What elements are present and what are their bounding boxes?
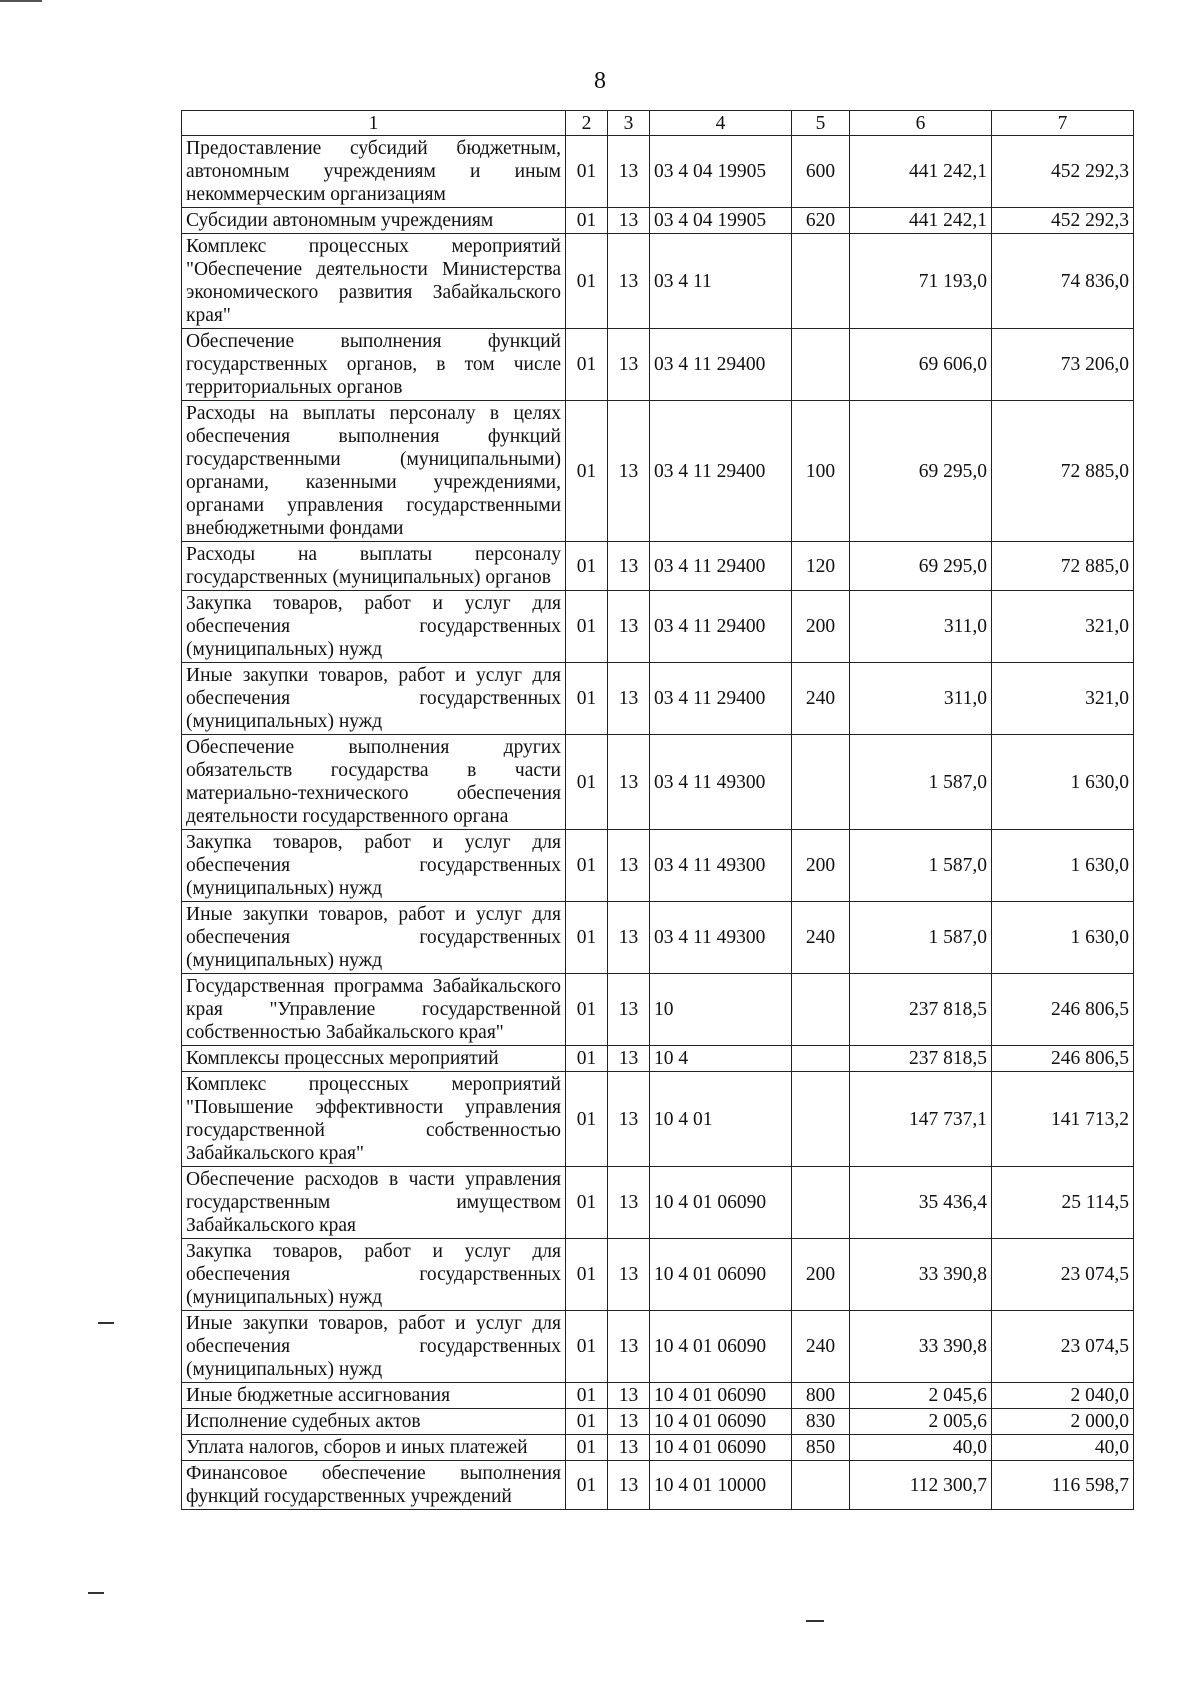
- row-c3-cell: 13: [608, 902, 650, 974]
- row-c3-cell: 13: [608, 542, 650, 591]
- row-c4-cell: 10 4 01 06090: [650, 1409, 792, 1435]
- row-c2-cell: 01: [566, 830, 608, 902]
- row-c7-cell: 246 806,5: [992, 1046, 1134, 1072]
- row-name-cell: Закупка товаров, работ и услуг для обеспечения государственных (муниципальных) нужд: [182, 591, 566, 663]
- header-col-7: 7: [992, 111, 1134, 136]
- row-c2-cell: 01: [566, 234, 608, 329]
- row-c3-cell: 13: [608, 1046, 650, 1072]
- table-row: [182, 234, 1134, 329]
- row-c6-cell: 69 295,0: [850, 401, 992, 542]
- row-c6-cell: 33 390,8: [850, 1239, 992, 1311]
- row-c2-cell: 01: [566, 591, 608, 663]
- row-c3-cell: 13: [608, 591, 650, 663]
- row-c5-cell: 120: [792, 542, 850, 591]
- row-c7-cell: 40,0: [992, 1435, 1134, 1461]
- row-c6-cell: 441 242,1: [850, 208, 992, 234]
- row-c2-cell: 01: [566, 902, 608, 974]
- row-c4-cell: 03 4 11 29400: [650, 591, 792, 663]
- row-name-cell: Иные бюджетные ассигнования: [182, 1383, 566, 1409]
- row-c3-cell: 13: [608, 1239, 650, 1311]
- table-row: [182, 1167, 1134, 1239]
- row-name-cell: Государственная программа Забайкальского края "Управление государственной собственностью Забайкальского края": [182, 974, 566, 1046]
- row-c7-cell: 23 074,5: [992, 1239, 1134, 1311]
- row-c2-cell: 01: [566, 735, 608, 830]
- row-c3-cell: 13: [608, 830, 650, 902]
- row-c3-cell: 13: [608, 1167, 650, 1239]
- row-c5-cell: 240: [792, 902, 850, 974]
- row-c6-cell: 311,0: [850, 591, 992, 663]
- row-c6-cell: 237 818,5: [850, 1046, 992, 1072]
- row-c2-cell: 01: [566, 329, 608, 401]
- row-c3-cell: 13: [608, 401, 650, 542]
- row-name-cell: Уплата налогов, сборов и иных платежей: [182, 1435, 566, 1461]
- row-c2-cell: 01: [566, 401, 608, 542]
- header-col-3: 3: [608, 111, 650, 136]
- table-row: [182, 1311, 1134, 1383]
- row-c2-cell: 01: [566, 1167, 608, 1239]
- row-c2-cell: 01: [566, 1046, 608, 1072]
- row-c6-cell: 40,0: [850, 1435, 992, 1461]
- row-name-cell: Финансовое обеспечение выполнения функций государственных учреждений: [182, 1461, 566, 1510]
- row-c3-cell: 13: [608, 1409, 650, 1435]
- row-c6-cell: 35 436,4: [850, 1167, 992, 1239]
- row-c4-cell: 10 4 01: [650, 1072, 792, 1167]
- row-c5-cell: 200: [792, 1239, 850, 1311]
- row-c7-cell: 452 292,3: [992, 136, 1134, 208]
- row-c3-cell: 13: [608, 234, 650, 329]
- row-c6-cell: 71 193,0: [850, 234, 992, 329]
- row-c5-cell: [792, 735, 850, 830]
- row-c6-cell: 2 045,6: [850, 1383, 992, 1409]
- table-row: [182, 136, 1134, 208]
- table-row: [182, 1072, 1134, 1167]
- row-c2-cell: 01: [566, 136, 608, 208]
- table-row: [182, 1409, 1134, 1435]
- row-c4-cell: 03 4 11 29400: [650, 542, 792, 591]
- row-c2-cell: 01: [566, 1435, 608, 1461]
- row-name-cell: Комплекс процессных мероприятий "Обеспечение деятельности Министерства экономического развития Забайкальского края": [182, 234, 566, 329]
- row-c4-cell: 10 4 01 10000: [650, 1461, 792, 1510]
- row-name-cell: Закупка товаров, работ и услуг для обеспечения государственных (муниципальных) нужд: [182, 830, 566, 902]
- row-c4-cell: 10 4 01 06090: [650, 1239, 792, 1311]
- row-c6-cell: 112 300,7: [850, 1461, 992, 1510]
- row-c6-cell: 147 737,1: [850, 1072, 992, 1167]
- row-c7-cell: 74 836,0: [992, 234, 1134, 329]
- row-c2-cell: 01: [566, 1409, 608, 1435]
- scan-mark: [0, 0, 42, 2]
- row-name-cell: Закупка товаров, работ и услуг для обеспечения государственных (муниципальных) нужд: [182, 1239, 566, 1311]
- row-c3-cell: 13: [608, 329, 650, 401]
- table-row: [182, 1046, 1134, 1072]
- row-c6-cell: 2 005,6: [850, 1409, 992, 1435]
- header-col-4: 4: [650, 111, 792, 136]
- row-c5-cell: 830: [792, 1409, 850, 1435]
- row-c2-cell: 01: [566, 974, 608, 1046]
- row-c6-cell: 441 242,1: [850, 136, 992, 208]
- row-c5-cell: [792, 1461, 850, 1510]
- row-c4-cell: 03 4 11: [650, 234, 792, 329]
- scan-mark: [98, 1322, 114, 1324]
- row-c5-cell: [792, 1072, 850, 1167]
- row-c7-cell: 1 630,0: [992, 735, 1134, 830]
- row-c6-cell: 69 295,0: [850, 542, 992, 591]
- header-row: [182, 111, 1134, 136]
- row-c5-cell: 620: [792, 208, 850, 234]
- row-c2-cell: 01: [566, 663, 608, 735]
- row-c4-cell: 10 4 01 06090: [650, 1435, 792, 1461]
- table-row: [182, 1461, 1134, 1510]
- row-c2-cell: 01: [566, 1383, 608, 1409]
- row-c4-cell: 03 4 11 49300: [650, 735, 792, 830]
- row-c7-cell: 23 074,5: [992, 1311, 1134, 1383]
- budget-table: [181, 110, 1134, 1510]
- row-c5-cell: 200: [792, 830, 850, 902]
- row-c6-cell: 1 587,0: [850, 735, 992, 830]
- row-c3-cell: 13: [608, 1435, 650, 1461]
- row-c5-cell: [792, 329, 850, 401]
- row-c7-cell: 452 292,3: [992, 208, 1134, 234]
- row-c4-cell: 10 4: [650, 1046, 792, 1072]
- page-number: 8: [594, 68, 606, 94]
- row-c5-cell: 240: [792, 1311, 850, 1383]
- row-name-cell: Комплекс процессных мероприятий "Повышение эффективности управления государственной собственностью Забайкальского края": [182, 1072, 566, 1167]
- row-name-cell: Предоставление субсидий бюджетным, автономным учреждениям и иным некоммерческим организациям: [182, 136, 566, 208]
- table-row: [182, 1239, 1134, 1311]
- row-c2-cell: 01: [566, 1072, 608, 1167]
- row-c5-cell: 850: [792, 1435, 850, 1461]
- row-c4-cell: 03 4 11 29400: [650, 401, 792, 542]
- row-c5-cell: [792, 234, 850, 329]
- row-c7-cell: 2 000,0: [992, 1409, 1134, 1435]
- row-c4-cell: 03 4 04 19905: [650, 208, 792, 234]
- scan-mark: [806, 1620, 824, 1622]
- row-c5-cell: [792, 974, 850, 1046]
- row-name-cell: Исполнение судебных актов: [182, 1409, 566, 1435]
- header-col-1: 1: [182, 111, 566, 136]
- row-c4-cell: 10 4 01 06090: [650, 1311, 792, 1383]
- table-row: [182, 735, 1134, 830]
- row-c6-cell: 69 606,0: [850, 329, 992, 401]
- header-col-5: 5: [792, 111, 850, 136]
- row-c4-cell: 10 4 01 06090: [650, 1383, 792, 1409]
- row-c3-cell: 13: [608, 1311, 650, 1383]
- row-c7-cell: 73 206,0: [992, 329, 1134, 401]
- row-c7-cell: 72 885,0: [992, 401, 1134, 542]
- row-c4-cell: 03 4 11 49300: [650, 830, 792, 902]
- table-row: [182, 401, 1134, 542]
- row-c3-cell: 13: [608, 974, 650, 1046]
- table-row: [182, 542, 1134, 591]
- table-row: [182, 1383, 1134, 1409]
- row-c3-cell: 13: [608, 1072, 650, 1167]
- row-name-cell: Комплексы процессных мероприятий: [182, 1046, 566, 1072]
- row-c2-cell: 01: [566, 1461, 608, 1510]
- table-row: [182, 329, 1134, 401]
- row-c5-cell: 800: [792, 1383, 850, 1409]
- row-name-cell: Обеспечение выполнения функций государственных органов, в том числе территориальных органов: [182, 329, 566, 401]
- row-c7-cell: 246 806,5: [992, 974, 1134, 1046]
- row-c4-cell: 10: [650, 974, 792, 1046]
- row-c3-cell: 13: [608, 136, 650, 208]
- table-row: [182, 208, 1134, 234]
- table-row: [182, 974, 1134, 1046]
- row-c5-cell: 240: [792, 663, 850, 735]
- row-c3-cell: 13: [608, 1383, 650, 1409]
- row-c7-cell: 72 885,0: [992, 542, 1134, 591]
- row-name-cell: Субсидии автономным учреждениям: [182, 208, 566, 234]
- row-c6-cell: 33 390,8: [850, 1311, 992, 1383]
- row-name-cell: Иные закупки товаров, работ и услуг для обеспечения государственных (муниципальных) нужд: [182, 1311, 566, 1383]
- row-c6-cell: 1 587,0: [850, 830, 992, 902]
- row-c4-cell: 03 4 11 49300: [650, 902, 792, 974]
- row-c7-cell: 1 630,0: [992, 902, 1134, 974]
- row-c7-cell: 321,0: [992, 591, 1134, 663]
- row-c7-cell: 116 598,7: [992, 1461, 1134, 1510]
- row-c5-cell: [792, 1167, 850, 1239]
- row-c4-cell: 10 4 01 06090: [650, 1167, 792, 1239]
- row-name-cell: Иные закупки товаров, работ и услуг для обеспечения государственных (муниципальных) нужд: [182, 902, 566, 974]
- row-c5-cell: [792, 1046, 850, 1072]
- row-c4-cell: 03 4 11 29400: [650, 329, 792, 401]
- row-c3-cell: 13: [608, 735, 650, 830]
- row-c4-cell: 03 4 11 29400: [650, 663, 792, 735]
- row-c5-cell: 100: [792, 401, 850, 542]
- row-name-cell: Расходы на выплаты персоналу в целях обеспечения выполнения функций государственными (муниципальными) органами, казенными учреждениями, органами управления государственными внебюджетными фондами: [182, 401, 566, 542]
- row-c3-cell: 13: [608, 663, 650, 735]
- row-c2-cell: 01: [566, 542, 608, 591]
- header-col-6: 6: [850, 111, 992, 136]
- row-c3-cell: 13: [608, 1461, 650, 1510]
- row-c2-cell: 01: [566, 1239, 608, 1311]
- row-c5-cell: 600: [792, 136, 850, 208]
- row-c5-cell: 200: [792, 591, 850, 663]
- row-name-cell: Иные закупки товаров, работ и услуг для обеспечения государственных (муниципальных) нужд: [182, 663, 566, 735]
- row-c7-cell: 321,0: [992, 663, 1134, 735]
- row-c2-cell: 01: [566, 1311, 608, 1383]
- row-name-cell: Расходы на выплаты персоналу государственных (муниципальных) органов: [182, 542, 566, 591]
- row-name-cell: Обеспечение выполнения других обязательств государства в части материально-технического обеспечения деятельности государственного органа: [182, 735, 566, 830]
- row-name-cell: Обеспечение расходов в части управления государственным имуществом Забайкальского края: [182, 1167, 566, 1239]
- table-row: [182, 902, 1134, 974]
- row-c3-cell: 13: [608, 208, 650, 234]
- scan-mark: [88, 1592, 104, 1594]
- row-c6-cell: 1 587,0: [850, 902, 992, 974]
- row-c6-cell: 237 818,5: [850, 974, 992, 1046]
- row-c7-cell: 2 040,0: [992, 1383, 1134, 1409]
- row-c7-cell: 25 114,5: [992, 1167, 1134, 1239]
- row-c7-cell: 141 713,2: [992, 1072, 1134, 1167]
- row-c2-cell: 01: [566, 208, 608, 234]
- table-row: [182, 830, 1134, 902]
- table-row: [182, 591, 1134, 663]
- header-col-2: 2: [566, 111, 608, 136]
- table-row: [182, 1435, 1134, 1461]
- row-c4-cell: 03 4 04 19905: [650, 136, 792, 208]
- table-row: [182, 663, 1134, 735]
- row-c7-cell: 1 630,0: [992, 830, 1134, 902]
- row-c6-cell: 311,0: [850, 663, 992, 735]
